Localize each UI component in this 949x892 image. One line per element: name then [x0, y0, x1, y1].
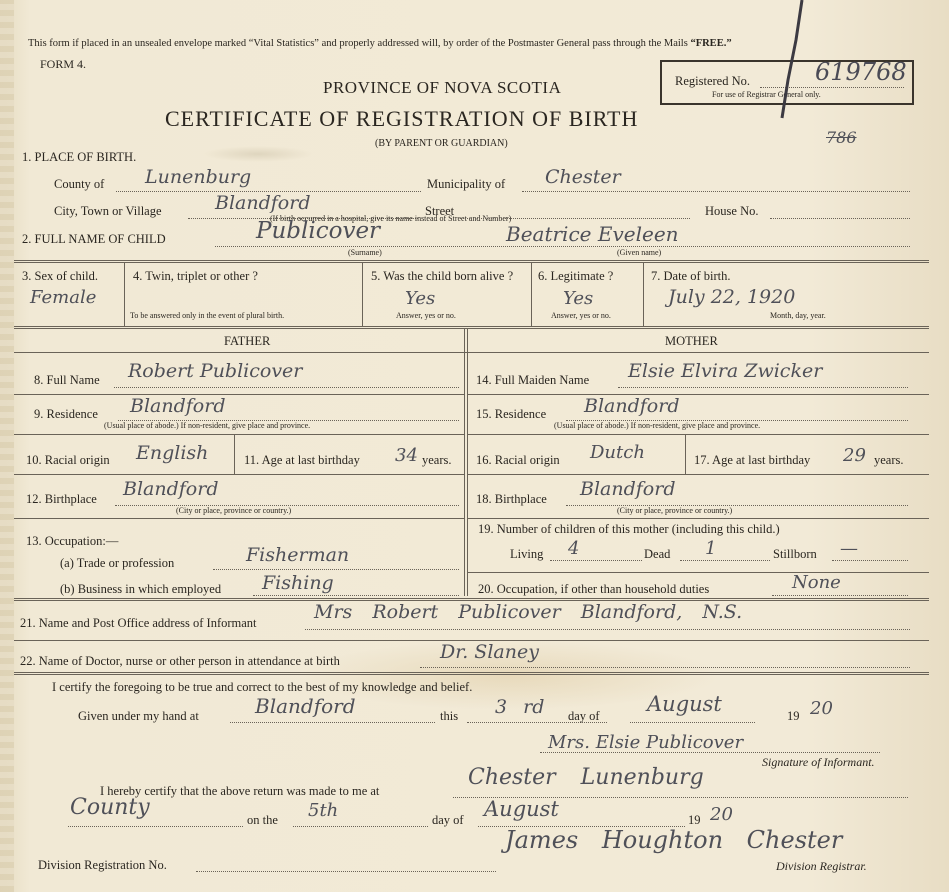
certification-year-prefix: 19 — [787, 709, 800, 723]
certification-day-label: day of — [568, 709, 600, 723]
faded-stamp — [203, 146, 313, 162]
given-under-label: Given under my hand at — [78, 709, 199, 723]
certification-day-value: 3 rd — [495, 696, 545, 718]
father-age-label: 11. Age at last birthday — [244, 453, 360, 467]
mother-occupation-value: None — [792, 572, 841, 593]
twin-label: 4. Twin, triplet or other ? — [133, 269, 258, 283]
father-business-label: (b) Business in which employed — [60, 582, 222, 596]
child-surname-value: Publicover — [256, 218, 381, 244]
city-label: City, Town or Village — [54, 204, 162, 218]
mother-heading: MOTHER — [665, 334, 718, 348]
mother-birthplace-label: 18. Birthplace — [476, 492, 547, 506]
date-of-birth-label: 7. Date of birth. — [651, 269, 731, 283]
father-residence-label: 9. Residence — [34, 407, 98, 421]
county-label: County of — [54, 177, 105, 191]
mother-name-label: 14. Full Maiden Name — [476, 373, 590, 387]
corner-number: 786 — [826, 128, 857, 147]
born-alive-note: Answer, yes or no. — [396, 311, 456, 320]
father-birthplace-value: Blandford — [123, 478, 219, 500]
registrar-day-value: 5th — [308, 800, 339, 821]
father-racial-value: English — [136, 442, 209, 464]
informant-signature-caption: Signature of Informant. — [762, 755, 875, 769]
mother-residence-label: 15. Residence — [476, 407, 547, 421]
father-business-value: Fishing — [262, 572, 334, 594]
registrar-month-value: August — [484, 797, 559, 821]
province-heading: PROVINCE OF NOVA SCOTIA — [323, 78, 562, 97]
registrar-year-prefix: 19 — [688, 813, 701, 827]
surname-caption: (Surname) — [348, 248, 382, 257]
registrar-statement: I hereby certify that the above return was made to me at — [100, 784, 380, 798]
dead-label: Dead — [644, 547, 671, 561]
doctor-value: Dr. Slaney — [440, 641, 539, 663]
mother-occupation-label: 20. Occupation, if other than household duties — [478, 582, 710, 596]
born-alive-value: Yes — [405, 288, 436, 309]
mother-age-value: 29 — [843, 445, 866, 466]
division-registrar-caption: Division Registrar. — [776, 859, 867, 873]
father-age-unit: years. — [422, 453, 452, 467]
municipality-value: Chester — [545, 166, 621, 188]
stillborn-label: Stillborn — [773, 547, 817, 561]
place-of-birth-label: 1. PLACE OF BIRTH. — [22, 150, 137, 164]
born-alive-label: 5. Was the child born alive ? — [371, 269, 514, 283]
father-residence-note: (Usual place of abode.) If non-resident, give place and province. — [104, 421, 311, 430]
pen-stroke — [778, 0, 806, 120]
mother-children-label: 19. Number of children of this mother (including this child.) — [478, 522, 780, 536]
mother-racial-label: 16. Racial origin — [476, 453, 560, 467]
postal-notice: This form if placed in an unsealed envelope marked “Vital Statistics” and properly addressed will, by order of the Postmaster General pass through the Mails “FREE.” — [28, 38, 732, 49]
father-name-label: 8. Full Name — [34, 373, 100, 387]
city-value: Blandford — [215, 192, 311, 214]
mother-name-value: Elsie Elvira Zwicker — [628, 360, 823, 382]
registrar-county-value: County — [70, 795, 150, 820]
mother-racial-value: Dutch — [590, 442, 645, 463]
legitimate-label: 6. Legitimate ? — [538, 269, 614, 283]
given-place-value: Blandford — [255, 694, 356, 718]
form-number: FORM 4. — [40, 57, 87, 71]
date-of-birth-note: Month, day, year. — [770, 311, 826, 320]
father-trade-value: Fisherman — [246, 544, 350, 566]
living-label: Living — [510, 547, 544, 561]
dead-value: 1 — [705, 538, 717, 559]
legitimate-note: Answer, yes or no. — [551, 311, 611, 320]
father-racial-label: 10. Racial origin — [26, 453, 110, 467]
mother-birthplace-note: (City or place, province or country.) — [617, 506, 733, 515]
stillborn-value: — — [840, 538, 858, 559]
mother-age-unit: years. — [874, 453, 904, 467]
certification-statement: I certify the foregoing to be true and correct to the best of my knowledge and belief. — [52, 680, 473, 694]
mother-birthplace-value: Blandford — [580, 478, 676, 500]
living-value: 4 — [568, 538, 580, 559]
informant-label: 21. Name and Post Office address of Informant — [20, 616, 257, 630]
registrar-signature: James Houghton Chester — [505, 826, 843, 854]
registered-label: Registered No. — [675, 74, 750, 88]
county-value: Lunenburg — [145, 166, 252, 188]
father-birthplace-note: (City or place, province or country.) — [176, 506, 292, 515]
on-the-label: on the — [247, 813, 278, 827]
registrar-year-value: 20 — [710, 804, 733, 825]
father-occupation-label: 13. Occupation:— — [26, 534, 119, 548]
legitimate-value: Yes — [563, 288, 594, 309]
page-subtitle: (BY PARENT OR GUARDIAN) — [375, 138, 508, 149]
informant-value: Mrs Robert Publicover Blandford, N.S. — [314, 601, 743, 623]
doctor-label: 22. Name of Doctor, nurse or other person in attendance at birth — [20, 654, 340, 668]
registrar-place-value: Chester Lunenburg — [468, 765, 704, 790]
father-residence-value: Blandford — [130, 395, 226, 417]
registrar-day-label: day of — [432, 813, 464, 827]
certification-year-value: 20 — [810, 698, 833, 719]
street-label: Street — [425, 204, 455, 218]
mother-residence-note: (Usual place of abode.) If non-resident, give place and province. — [554, 421, 761, 430]
page-title: CERTIFICATE OF REGISTRATION OF BIRTH — [165, 106, 639, 131]
given-name-caption: (Given name) — [617, 248, 662, 257]
hospital-note: (If birth occurred in a hospital, give its name instead of Street and Number) — [270, 214, 512, 223]
father-heading: FATHER — [224, 334, 271, 348]
sex-label: 3. Sex of child. — [22, 269, 99, 283]
registered-note: For use of Registrar General only. — [712, 90, 821, 99]
sex-value: Female — [30, 287, 97, 308]
municipality-label: Municipality of — [427, 177, 506, 191]
child-given-value: Beatrice Eveleen — [506, 222, 679, 246]
father-name-value: Robert Publicover — [128, 360, 303, 382]
twin-note: To be answered only in the event of plural birth. — [130, 311, 285, 320]
father-birthplace-label: 12. Birthplace — [26, 492, 97, 506]
father-trade-label: (a) Trade or profession — [60, 556, 175, 570]
informant-signature: Mrs. Elsie Publicover — [548, 732, 744, 753]
certification-month-value: August — [647, 692, 722, 716]
registered-value: 619768 — [815, 58, 907, 86]
child-name-label: 2. FULL NAME OF CHILD — [22, 232, 166, 246]
father-age-value: 34 — [395, 445, 418, 466]
mother-residence-value: Blandford — [584, 395, 680, 417]
date-of-birth-value: July 22, 1920 — [668, 286, 796, 308]
this-label: this — [440, 709, 459, 723]
house-label: House No. — [705, 204, 759, 218]
mother-age-label: 17. Age at last birthday — [694, 453, 811, 467]
division-registration-label: Division Registration No. — [38, 858, 167, 872]
